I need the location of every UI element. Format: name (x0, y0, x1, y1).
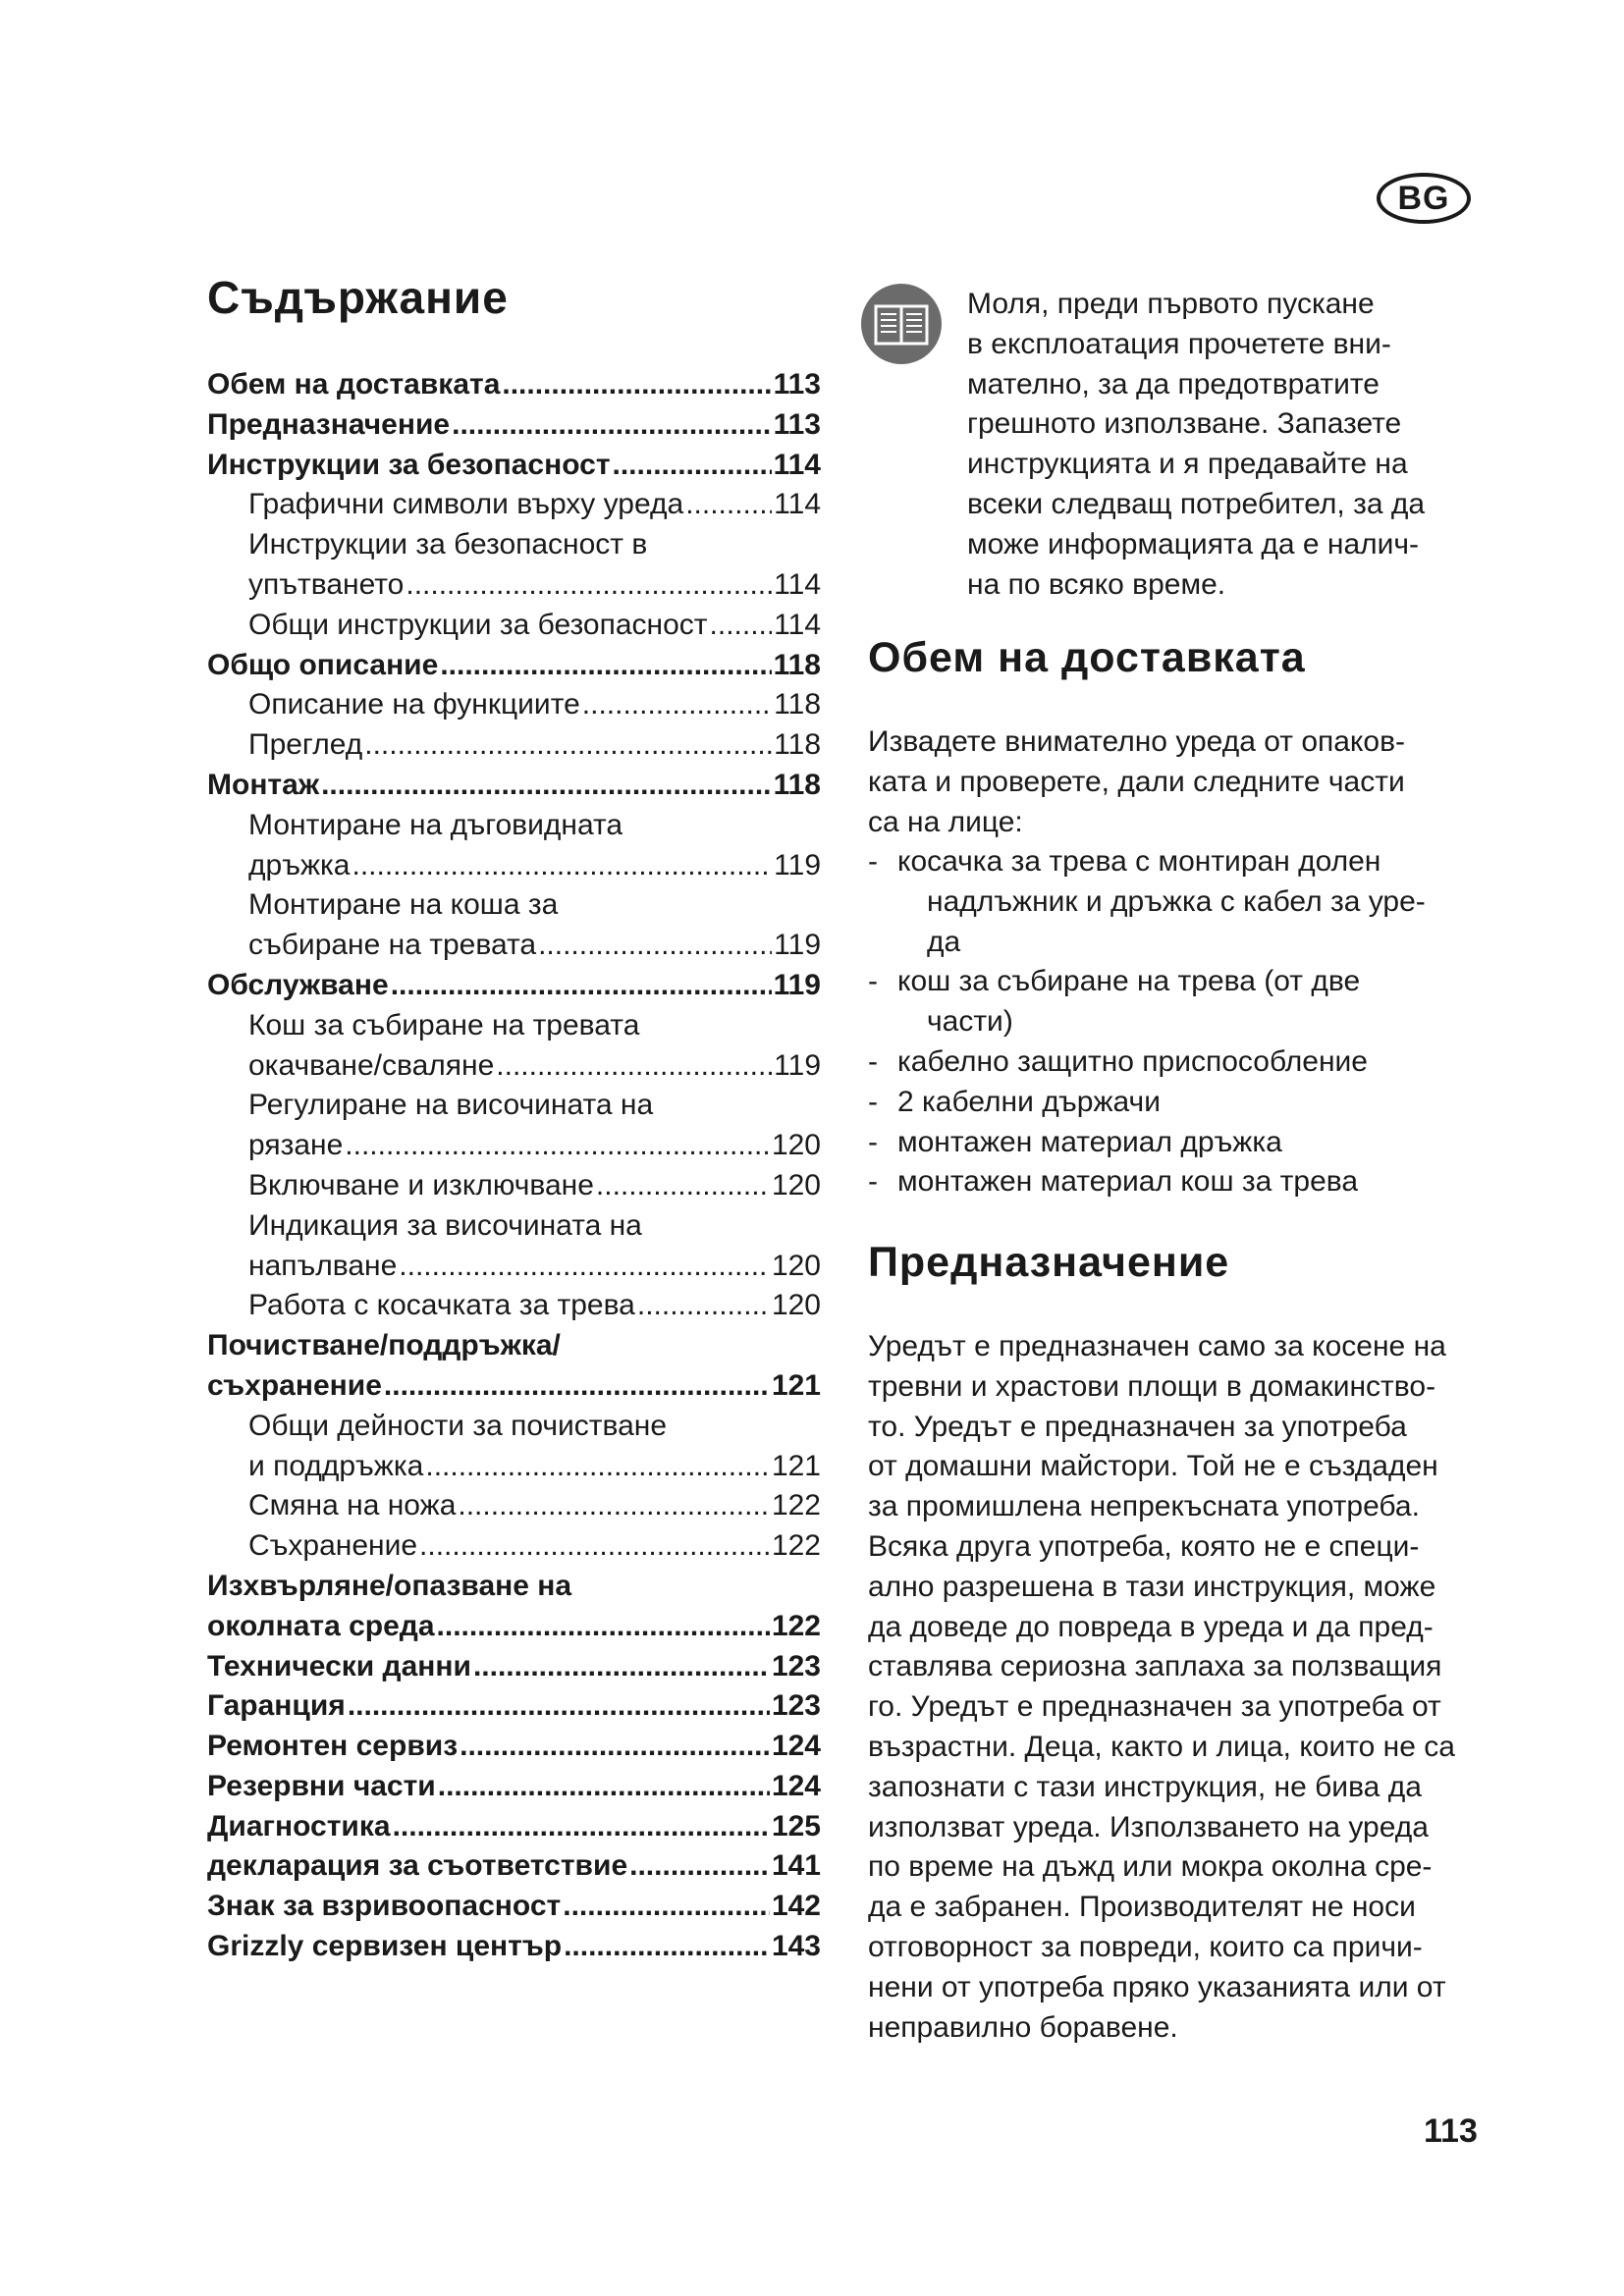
toc-entry (207, 1846, 821, 1887)
toc-entry-label: Общи инструкции за безопасност (248, 608, 708, 641)
toc-entry-page: 122 (771, 1609, 821, 1642)
toc-entry-label: Изхвърляне/опазване на (207, 1569, 572, 1602)
toc-entry (207, 1126, 821, 1166)
toc-entry-label: Ремонтен сервиз (207, 1730, 459, 1763)
toc-entry-label: окачване/сваляне (248, 1048, 495, 1082)
toc-entry-label: Графични символи върху уреда (248, 488, 684, 521)
notice-line: Моля, преди първото пускане (967, 288, 1375, 320)
purpose-line: възрастни. Деца, както и лица, които не са (868, 1730, 1455, 1763)
toc-entry (207, 606, 821, 646)
toc-entry-label: декларация за съответствие (207, 1849, 628, 1883)
toc-entry-label: Резервни части (207, 1769, 436, 1802)
toc-entry (207, 1526, 821, 1567)
list-item (868, 1083, 1496, 1123)
toc-entry (207, 766, 821, 806)
toc-leader-dots (496, 1046, 772, 1087)
toc-leader-dots (473, 1647, 770, 1687)
page-number: 113 (1424, 2112, 1478, 2150)
toc-entry-label: Съхранение (248, 1529, 418, 1563)
list-item-text: монтажен материал дръжка (897, 1125, 1282, 1158)
toc-entry-label: Технически данни (207, 1649, 471, 1682)
toc-leader-dots (399, 1247, 770, 1287)
purpose-line: запознати с тази инструкция, не бива да (868, 1770, 1422, 1803)
list-dash: - (868, 1125, 878, 1158)
purpose-paragraph (868, 1327, 1496, 2048)
toc-leader-dots (710, 606, 773, 646)
toc-entry (207, 365, 821, 405)
purpose-line: използват уреда. Използването на уреда (868, 1810, 1429, 1843)
list-dash: - (868, 1165, 878, 1199)
toc-entry-label: Гаранция (207, 1689, 346, 1723)
toc-leader-dots (637, 1286, 770, 1326)
notice-line: на по всяко време. (967, 567, 1226, 601)
toc-entry-page: 123 (771, 1649, 821, 1682)
toc-entry (207, 885, 821, 926)
toc-entry-page: 120 (771, 1129, 821, 1162)
toc-entry-label: Инструкции за безопасност в (248, 528, 648, 561)
toc-entry (207, 525, 821, 565)
toc-entry-label: Grizzly сервизен център (207, 1930, 563, 1963)
toc-leader-dots (613, 446, 772, 486)
toc-entry (207, 1607, 821, 1647)
list-item-text: да (927, 925, 961, 958)
toc-entry-label: Монтиране на коша за (248, 888, 559, 922)
toc-entry (207, 1727, 821, 1767)
toc-entry-page: 125 (771, 1809, 821, 1842)
toc-leader-dots (425, 1447, 770, 1487)
purpose-line: ставлява сериозна заплаха за ползващия (868, 1650, 1442, 1683)
toc-entry (207, 1006, 821, 1046)
list-item-text: косачка за трева с монтиран долен (897, 845, 1381, 878)
toc-entry-page: 118 (773, 648, 821, 681)
notice-line: всеки следващ потребител, за да (967, 487, 1426, 520)
toc-entry (207, 1326, 821, 1366)
toc-leader-dots (391, 966, 772, 1006)
toc-entry (207, 646, 821, 686)
toc-leader-dots (364, 725, 772, 766)
toc-entry (207, 725, 821, 766)
toc-leader-dots (348, 1686, 770, 1727)
toc-title: Съдържание (207, 272, 509, 323)
delivery-intro-line: са на лице: (868, 805, 1023, 838)
toc-leader-dots (419, 1526, 770, 1567)
language-badge: BG (1377, 173, 1471, 224)
toc-leader-dots (538, 926, 772, 966)
toc-entry-label: Монтаж (207, 768, 320, 801)
toc-entry (207, 1767, 821, 1807)
toc-entry (207, 1206, 821, 1247)
toc-entry-page: 141 (771, 1849, 821, 1883)
toc-entry (207, 1046, 821, 1087)
toc-entry-label: Почистване/поддръжка/ (207, 1329, 561, 1362)
purpose-line: то. Уредът е предназначен за употреба (868, 1410, 1407, 1443)
toc-entry-page: 122 (771, 1529, 821, 1563)
toc-entry-page: 120 (771, 1289, 821, 1322)
notice-line: може информацията да е налич- (967, 527, 1420, 561)
toc-entry-label: Обслужване (207, 968, 389, 1001)
purpose-line: да е забранен. Производителят не носи (868, 1891, 1416, 1924)
toc-entry (207, 1887, 821, 1927)
toc-entry-page: 122 (771, 1489, 821, 1522)
purpose-line: неправилно боравене. (868, 2010, 1178, 2044)
toc-entry-page: 113 (773, 368, 821, 400)
toc-entry-page: 114 (774, 488, 821, 521)
delivery-items-list (868, 842, 1496, 1202)
purpose-line: Уредът е предназначен само за косене на (868, 1330, 1446, 1362)
toc-leader-dots (458, 1486, 770, 1526)
list-item-text: части) (927, 1005, 1013, 1039)
toc-leader-dots (564, 1927, 770, 1967)
toc-entry (207, 926, 821, 966)
toc-leader-dots (596, 1166, 770, 1206)
table-of-contents (207, 365, 821, 1967)
toc-entry-label: Включване и изключване (248, 1168, 594, 1201)
toc-entry (207, 1166, 821, 1206)
purpose-line: от домашни майстори. Той не е създаден (868, 1450, 1438, 1483)
delivery-section-title: Обем на доставката (868, 634, 1306, 681)
toc-leader-dots (582, 685, 772, 725)
toc-entry-page: 114 (773, 448, 821, 481)
list-item-text: надлъжник и дръжка с кабел за уре- (927, 884, 1426, 918)
list-item (868, 962, 1496, 1042)
toc-entry-label: Смяна на ножа (248, 1489, 457, 1522)
toc-leader-dots (629, 1846, 770, 1887)
toc-entry-page: 113 (773, 407, 821, 441)
notice-line: инструкцията и я предавайте на (967, 448, 1408, 481)
toc-entry (207, 446, 821, 486)
toc-entry (207, 1247, 821, 1287)
toc-entry-page: 120 (771, 1168, 821, 1201)
purpose-line: ално разрешена в тази инструкция, може (868, 1570, 1436, 1603)
toc-leader-dots (502, 365, 771, 405)
purpose-line: за промишлена непрекъсната употреба. (868, 1490, 1420, 1523)
purpose-line: Всяка друга употреба, която не е специ- (868, 1529, 1420, 1563)
toc-entry (207, 1927, 821, 1967)
list-item-text: 2 кабелни държачи (897, 1085, 1161, 1118)
toc-entry-label: Работа с косачката за трева (248, 1289, 635, 1322)
toc-entry (207, 1807, 821, 1847)
toc-entry-label: Монтиране на дъговидната (248, 808, 623, 841)
toc-entry-page: 121 (771, 1449, 821, 1482)
list-item (868, 1162, 1496, 1202)
toc-entry-label: Обем на доставката (207, 368, 501, 400)
toc-entry-label: Знак за взривоопасност (207, 1890, 562, 1923)
toc-entry (207, 405, 821, 446)
toc-entry-label: Инструкции за безопасност (207, 448, 611, 481)
purpose-line: отговорност за повреди, които са причи- (868, 1930, 1423, 1963)
toc-entry (207, 1686, 821, 1727)
toc-leader-dots (460, 1727, 770, 1767)
toc-entry-page: 119 (773, 968, 821, 1001)
toc-entry-label: напълване (248, 1249, 398, 1282)
toc-entry-page: 121 (771, 1368, 821, 1402)
list-item-text: кош за събиране на трева (от две (897, 965, 1361, 998)
toc-entry-label: Общи дейности за почистване (248, 1409, 668, 1442)
toc-entry (207, 846, 821, 886)
notice-line: мателно, за да предотвратите (967, 367, 1380, 400)
list-item (868, 1042, 1496, 1083)
toc-leader-dots (452, 405, 771, 446)
toc-entry-label: и поддръжка (248, 1449, 424, 1482)
toc-entry (207, 1286, 821, 1326)
toc-entry-label: Индикация за височината на (248, 1208, 642, 1242)
toc-entry-label: събиране на тревата (248, 929, 537, 962)
purpose-line: тревни и храстови площи в домакинство- (868, 1369, 1436, 1403)
toc-entry (207, 806, 821, 846)
toc-entry (207, 1447, 821, 1487)
toc-entry (207, 565, 821, 606)
toc-leader-dots (393, 1807, 770, 1847)
toc-entry (207, 1407, 821, 1447)
purpose-line: да доведе до повреда в уреда и да пред- (868, 1610, 1434, 1643)
list-item-text: монтажен материал кош за трева (897, 1165, 1359, 1199)
toc-entry-label: Преглед (248, 728, 363, 762)
toc-entry-label: упътването (248, 567, 405, 601)
toc-entry-label: Регулиране на височината на (248, 1089, 654, 1122)
toc-leader-dots (685, 485, 772, 525)
purpose-section-title: Предназначение (868, 1239, 1230, 1286)
notice-line: грешното използване. Запазете (967, 407, 1402, 441)
toc-entry-label: Диагностика (207, 1809, 391, 1842)
list-item-text: кабелно защитно приспособление (897, 1044, 1368, 1078)
list-item (868, 842, 1496, 962)
toc-entry-page: 142 (771, 1890, 821, 1923)
toc-entry (207, 1647, 821, 1687)
toc-entry-label: Общо описание (207, 648, 439, 681)
toc-leader-dots (406, 565, 772, 606)
toc-entry (207, 1086, 821, 1126)
toc-leader-dots (352, 846, 772, 886)
purpose-line: нени от употреба пряко указанията или от (868, 1970, 1446, 2003)
toc-entry-page: 114 (774, 567, 821, 601)
toc-entry-page: 120 (771, 1249, 821, 1282)
toc-leader-dots (440, 646, 771, 686)
toc-entry-page: 124 (771, 1730, 821, 1763)
toc-entry (207, 966, 821, 1006)
toc-entry-page: 118 (774, 728, 821, 762)
book-icon (860, 283, 943, 365)
toc-entry-label: рязане (248, 1129, 344, 1162)
delivery-intro-line: Извадете внимателно уреда от опаков- (868, 725, 1406, 758)
toc-entry (207, 485, 821, 525)
toc-leader-dots (438, 1767, 770, 1807)
toc-entry-page: 119 (774, 848, 821, 881)
toc-entry-label: съхранение (207, 1368, 382, 1402)
toc-entry-page: 123 (771, 1689, 821, 1723)
toc-entry-page: 119 (774, 929, 821, 962)
list-dash: - (868, 1044, 878, 1078)
toc-entry-page: 124 (771, 1769, 821, 1802)
list-item (868, 1123, 1496, 1163)
purpose-line: го. Уредът е предназначен за употреба от (868, 1690, 1441, 1724)
list-dash: - (868, 965, 878, 998)
toc-entry (207, 1366, 821, 1407)
purpose-line: по време на дъжд или мокра околна сре- (868, 1850, 1433, 1884)
toc-entry-label: Описание на функциите (248, 688, 580, 721)
toc-entry (207, 1567, 821, 1607)
toc-entry-page: 114 (774, 608, 821, 641)
toc-entry-page: 118 (774, 688, 821, 721)
toc-entry-page: 118 (773, 768, 821, 801)
list-dash: - (868, 1085, 878, 1118)
toc-entry-label: околната среда (207, 1609, 435, 1642)
toc-entry-page: 119 (774, 1048, 821, 1082)
toc-entry (207, 1486, 821, 1526)
toc-leader-dots (437, 1607, 770, 1647)
toc-entry-label: дръжка (248, 848, 351, 881)
delivery-intro-line: ката и проверете, дали следните части (868, 765, 1405, 798)
notice-line: в експлоатация прочетете вни- (967, 327, 1391, 360)
toc-entry-page: 143 (771, 1930, 821, 1963)
list-dash: - (868, 845, 878, 878)
read-manual-notice (967, 285, 1497, 605)
toc-entry-label: Кош за събиране на тревата (248, 1008, 640, 1041)
delivery-intro (868, 722, 1496, 842)
toc-leader-dots (345, 1126, 770, 1166)
toc-leader-dots (321, 766, 772, 806)
toc-leader-dots (563, 1887, 770, 1927)
toc-entry-label: Предназначение (207, 407, 451, 441)
toc-leader-dots (384, 1366, 770, 1407)
toc-entry (207, 685, 821, 725)
